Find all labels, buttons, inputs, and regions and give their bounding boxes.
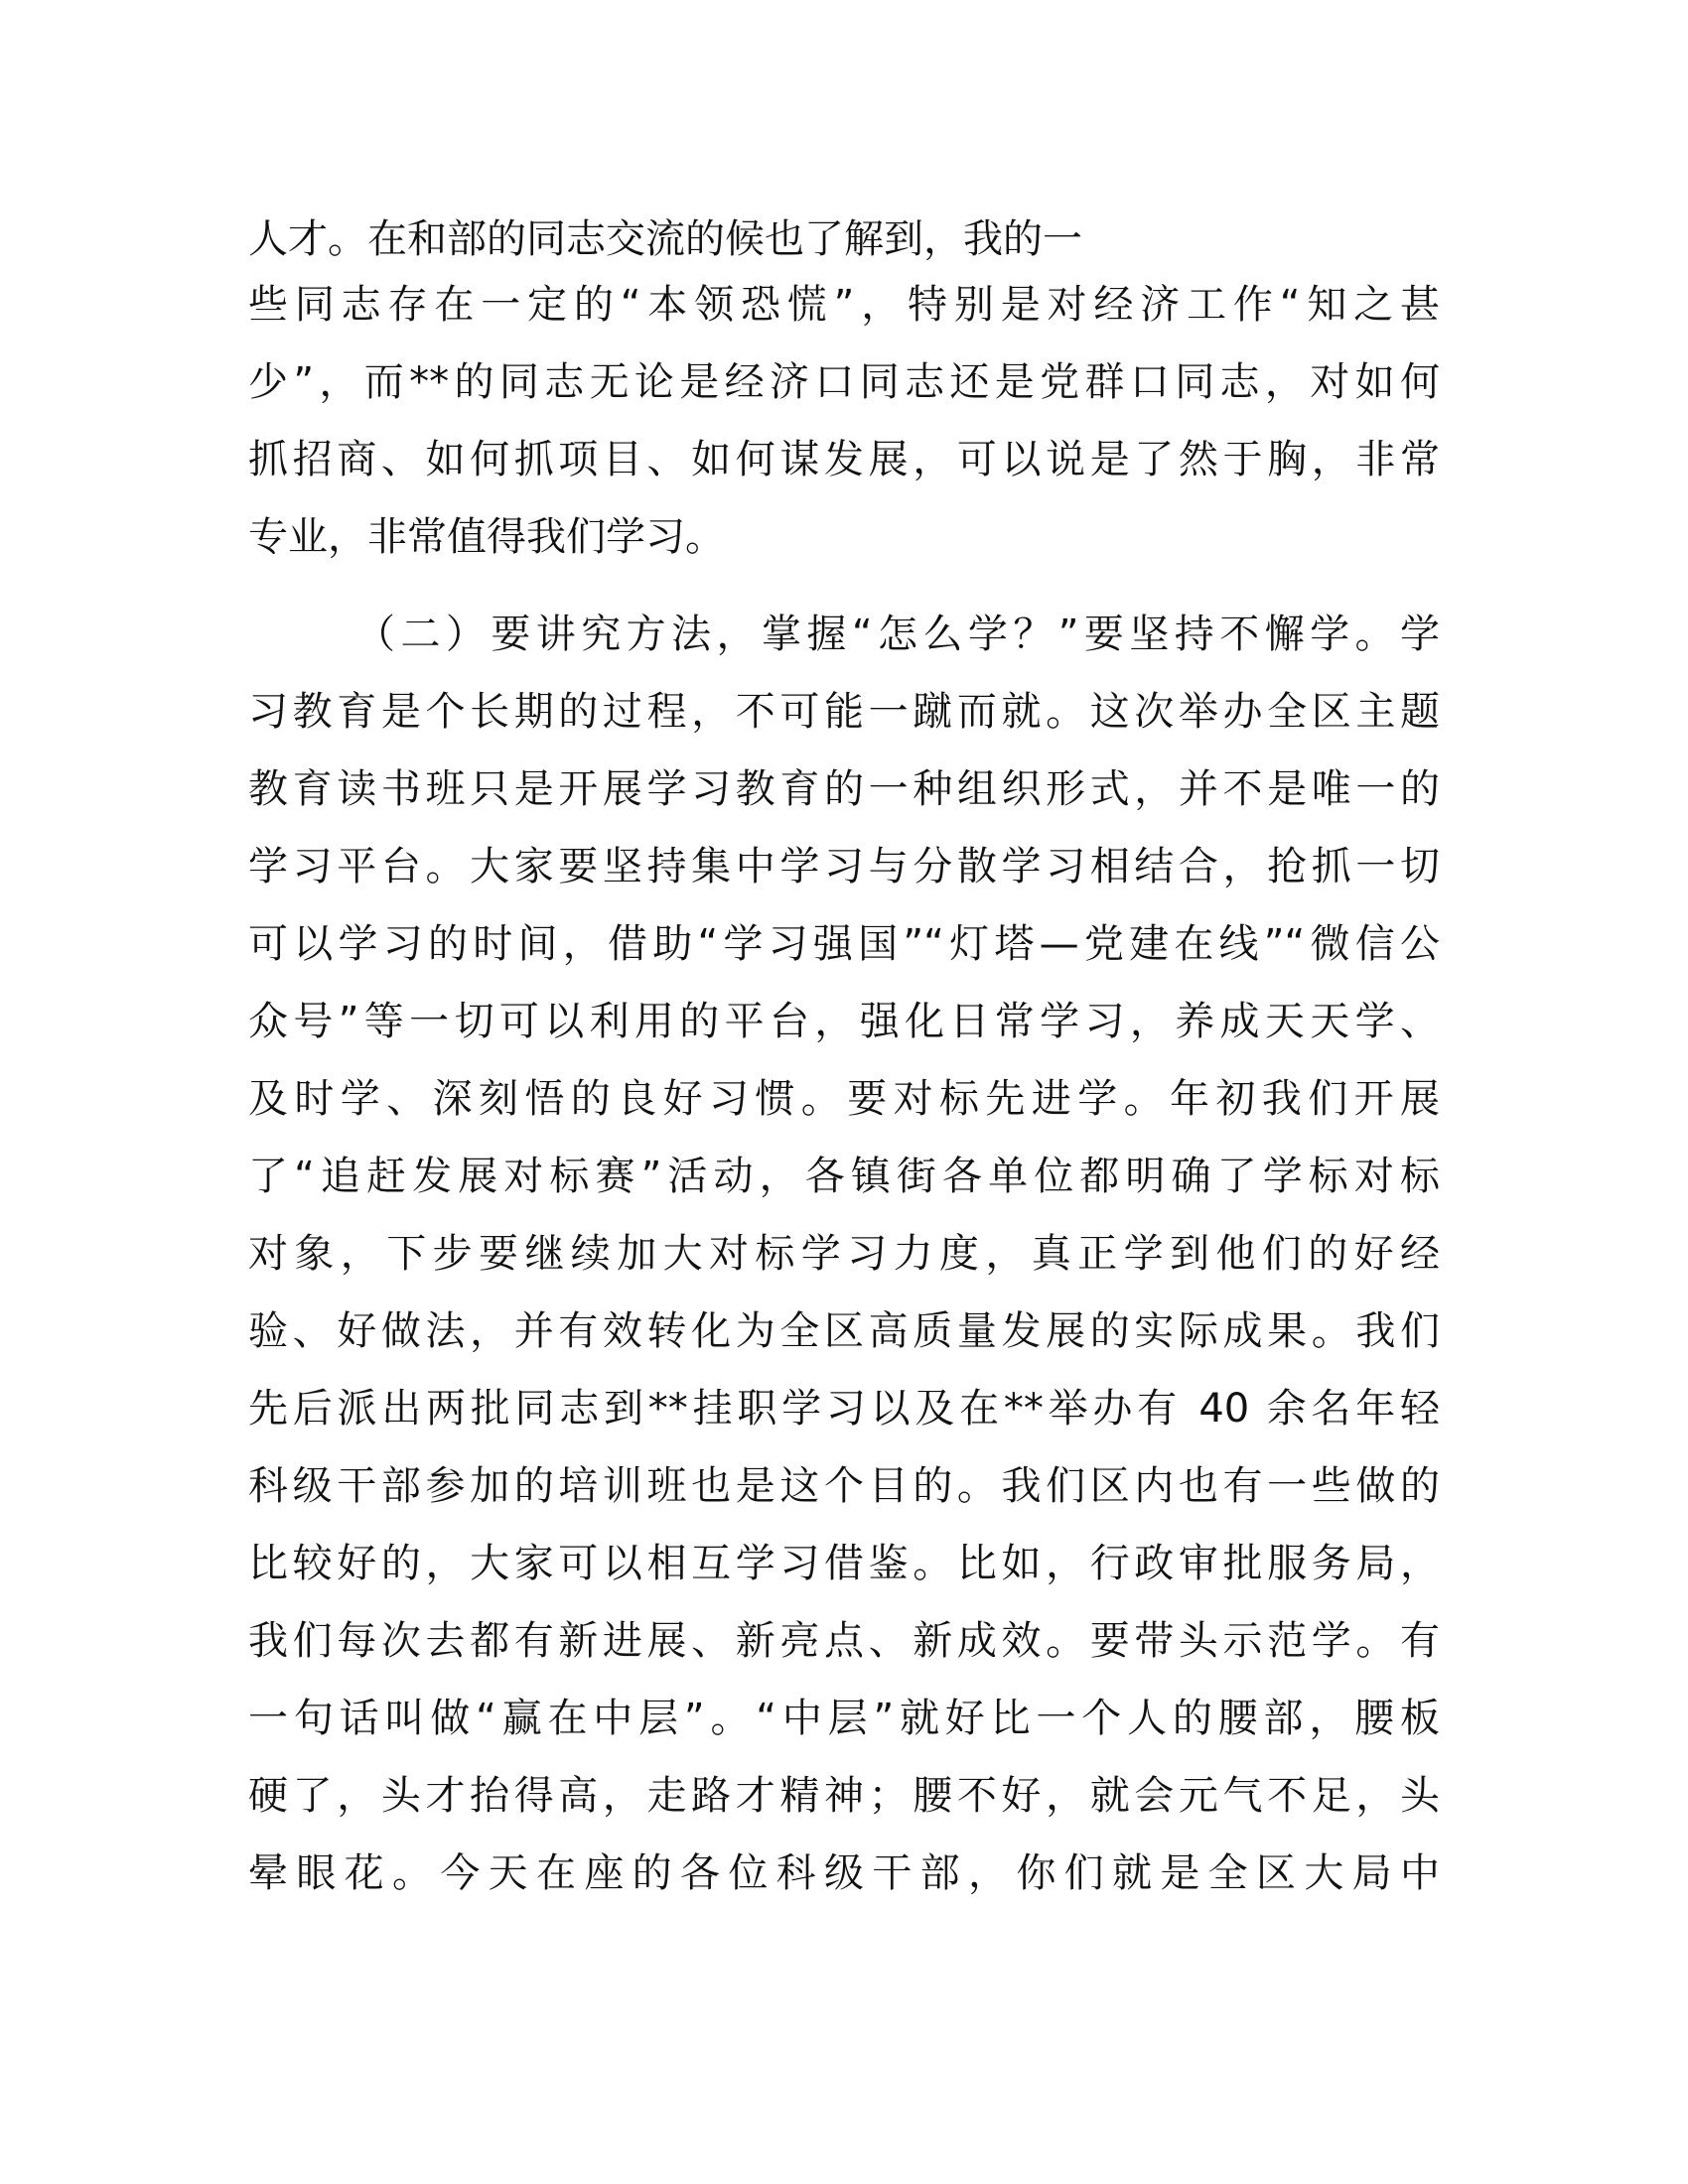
paragraph-two — [248, 596, 1440, 1912]
text-line: 科级干部参加的培训班也是这个目的。我们区内也有一些做的 — [248, 1463, 1440, 1509]
text-line: 众号”等一切可以利用的平台，强化日常学习，养成天天学、 — [248, 999, 1440, 1044]
text-line: 人才。在和部的同志交流的候也了解到，我的一 — [248, 216, 1082, 262]
text-line: 习教育是个长期的过程，不可能一蹴而就。这次举办全区主题 — [248, 689, 1440, 735]
text-line: 一句话叫做“赢在中层”。“中层”就好比一个人的腰部，腰板 — [248, 1696, 1440, 1741]
text-line: 先后派出两批同志到**挂职学习以及在**举办有 40 余名年轻 — [248, 1386, 1440, 1432]
text-line: 验、好做法，并有效转化为全区高质量发展的实际成果。我们 — [248, 1308, 1440, 1354]
text-line: 及时学、深刻悟的良好习惯。要对标先进学。年初我们开展 — [248, 1076, 1440, 1122]
text-line: 我们每次去都有新进展、新亮点、新成效。要带头示范学。有 — [248, 1618, 1440, 1664]
text-line: 学习平台。大家要坚持集中学习与分散学习相结合，抢抓一切 — [248, 844, 1440, 889]
text-line: 专业，非常值得我们学习。 — [248, 514, 725, 560]
text-line: 了“追赶发展对标赛”活动，各镇街各单位都明确了学标对标 — [248, 1154, 1440, 1199]
text-line: 可以学习的时间，借助“学习强国”“灯塔—党建在线”“微信公 — [248, 921, 1440, 967]
text-line: 晕眼花。今天在座的各位科级干部，你们就是全区大局中 — [248, 1850, 1440, 1896]
text-line: 教育读书班只是开展学习教育的一种组织形式，并不是唯一的 — [248, 766, 1440, 812]
text-line: 比较好的，大家可以相互学习借鉴。比如，行政审批服务局， — [248, 1541, 1440, 1586]
paragraph-gap — [248, 576, 1440, 596]
text-line: （二）要讲究方法，掌握“怎么学？”要坚持不懈学。学 — [355, 612, 1440, 657]
body-text — [248, 212, 1440, 1912]
text-line: 对象，下步要继续加大对标学习力度，真正学到他们的好经 — [248, 1231, 1440, 1277]
paragraph-continuation — [248, 212, 1440, 576]
text-line: 抓招商、如何抓项目、如何谋发展，可以说是了然于胸，非常 — [248, 437, 1440, 482]
text-line: 些同志存在一定的“本领恐慌”，特别是对经济工作“知之甚 — [248, 282, 1440, 328]
text-line: 少”，而**的同志无论是经济口同志还是党群口同志，对如何 — [248, 359, 1440, 405]
text-line: 硬了，头才抬得高，走路才精神；腰不好，就会元气不足，头 — [248, 1773, 1440, 1819]
